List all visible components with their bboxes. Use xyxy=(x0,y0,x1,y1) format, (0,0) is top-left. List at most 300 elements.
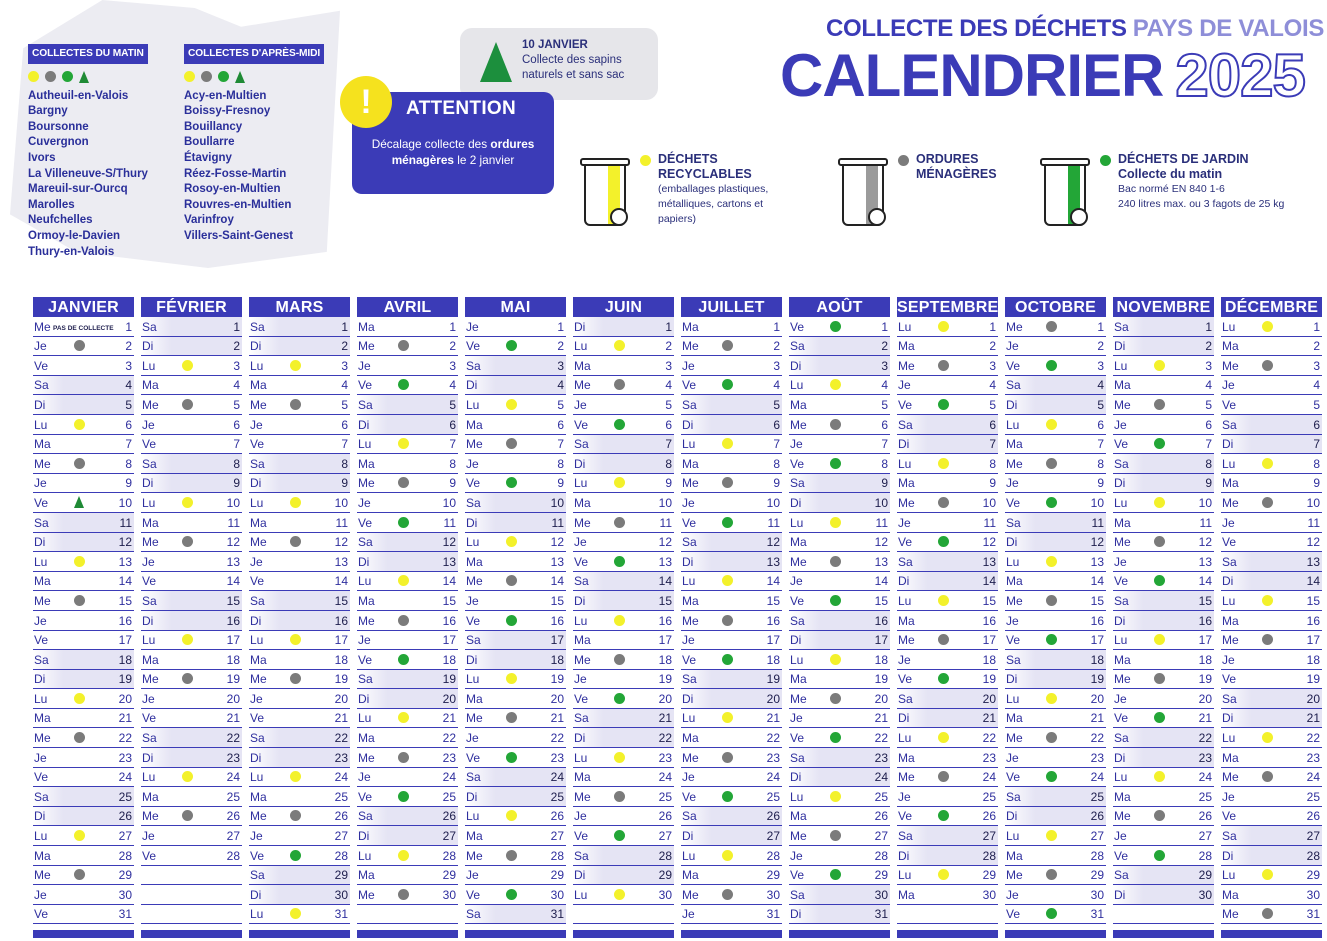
legend-title2: Collecte du matin xyxy=(1118,167,1223,181)
weekday-label: Di xyxy=(466,789,478,804)
calendar-day xyxy=(141,650,242,670)
calendar-day xyxy=(357,826,458,846)
weekday-label: Lu xyxy=(790,515,804,530)
weekday-label: Sa xyxy=(898,554,913,569)
grey-dot-icon xyxy=(614,654,625,665)
calendar-day xyxy=(1221,572,1322,592)
weekday-label: Sa xyxy=(34,515,49,530)
grey-dot-icon xyxy=(1262,360,1273,371)
green-dot-icon xyxy=(830,595,841,606)
day-number: 12 xyxy=(982,535,996,550)
calendar-day xyxy=(789,846,890,866)
day-number: 18 xyxy=(334,652,348,667)
day-number: 6 xyxy=(1205,417,1212,432)
day-number: 24 xyxy=(226,770,240,785)
calendar-day xyxy=(357,356,458,376)
grey-dot-icon xyxy=(506,850,517,861)
weekday-label: Je xyxy=(358,358,371,373)
communes-matin-icons xyxy=(28,68,148,86)
calendar-day xyxy=(573,376,674,396)
month-footer xyxy=(789,930,890,938)
weekday-label: Di xyxy=(1006,397,1018,412)
month-header: SEPTEMBRE xyxy=(897,299,999,316)
yellow-dot-icon xyxy=(722,438,733,449)
weekday-label: Sa xyxy=(1222,829,1237,844)
calendar-day xyxy=(681,572,782,592)
month-header: MARS xyxy=(249,297,350,317)
calendar-day xyxy=(1113,631,1214,651)
day-number: 18 xyxy=(1090,652,1104,667)
day-number: 2 xyxy=(557,339,564,354)
weekday-label: Ve xyxy=(142,574,157,589)
day-number: 5 xyxy=(449,397,456,412)
yellow-dot-icon xyxy=(614,615,625,626)
day-number: 4 xyxy=(989,378,996,393)
day-number: 9 xyxy=(341,476,348,491)
day-number: 26 xyxy=(658,809,672,824)
day-number: 7 xyxy=(773,437,780,452)
calendar-day xyxy=(357,533,458,553)
day-number: 9 xyxy=(881,476,888,491)
weekday-label: Ve xyxy=(1222,672,1237,687)
day-number: 13 xyxy=(118,554,132,569)
day-number: 28 xyxy=(442,848,456,863)
day-number: 31 xyxy=(550,907,564,922)
day-number: 25 xyxy=(226,789,240,804)
weekday-label: Je xyxy=(1006,613,1019,628)
page-title: CALENDRIER 2025 xyxy=(780,42,1305,109)
calendar-day xyxy=(1113,533,1214,553)
calendar-day xyxy=(1113,728,1214,748)
day-number: 4 xyxy=(881,378,888,393)
weekday-label: Ve xyxy=(1114,848,1129,863)
weekday-label: Me xyxy=(1222,633,1239,648)
weekday-label: Me xyxy=(34,868,51,883)
weekday-label: Je xyxy=(466,731,479,746)
green-dot-icon xyxy=(506,889,517,900)
day-number: 23 xyxy=(1198,750,1212,765)
day-number: 16 xyxy=(442,613,456,628)
grey-dot-icon xyxy=(182,810,193,821)
calendar-day xyxy=(357,572,458,592)
day-number: 12 xyxy=(1306,535,1320,550)
day-number: 20 xyxy=(982,691,996,706)
day-number: 11 xyxy=(1199,515,1212,530)
weekday-label: Je xyxy=(682,495,695,510)
yellow-dot-icon xyxy=(938,321,949,332)
calendar-day xyxy=(1113,552,1214,572)
calendar-day xyxy=(1113,689,1214,709)
weekday-label: Ma xyxy=(466,554,483,569)
weekday-label: Me xyxy=(1006,868,1023,883)
weekday-label: Me xyxy=(1114,535,1131,550)
weekday-label: Lu xyxy=(898,731,912,746)
weekday-label: Ve xyxy=(34,633,49,648)
day-number: 8 xyxy=(665,456,672,471)
green-dot-icon xyxy=(1154,438,1165,449)
green-dot-icon xyxy=(1154,575,1165,586)
weekday-label: Sa xyxy=(250,319,265,334)
weekday-label: Ve xyxy=(358,515,373,530)
grey-dot-icon xyxy=(182,399,193,410)
grey-dot-icon xyxy=(74,732,85,743)
calendar-day xyxy=(789,337,890,357)
calendar-day xyxy=(141,728,242,748)
weekday-label: Lu xyxy=(1006,691,1020,706)
commune-item: Neufchelles xyxy=(28,214,93,227)
calendar-day xyxy=(1005,513,1106,533)
calendar-day xyxy=(1005,905,1106,925)
warning-icon: ! xyxy=(340,76,392,128)
calendar-day xyxy=(897,513,998,533)
calendar-day xyxy=(1005,552,1106,572)
weekday-label: Me xyxy=(682,476,699,491)
calendar-day xyxy=(33,435,134,455)
communes-apres-midi xyxy=(184,44,324,245)
weekday-label: Lu xyxy=(250,358,264,373)
weekday-label: Me xyxy=(142,809,159,824)
month-footer xyxy=(1005,930,1106,938)
day-number: 22 xyxy=(874,731,888,746)
day-number: 27 xyxy=(1306,829,1320,844)
calendar-day xyxy=(897,356,998,376)
calendar-day xyxy=(249,650,350,670)
day-number: 17 xyxy=(550,633,564,648)
calendar-day xyxy=(249,728,350,748)
commune-item: Réez-Fosse-Martin xyxy=(184,167,287,180)
day-number: 3 xyxy=(1313,358,1320,373)
day-number: 20 xyxy=(658,691,672,706)
calendar-day xyxy=(1221,395,1322,415)
calendar-day xyxy=(789,513,890,533)
weekday-label: Ma xyxy=(682,319,699,334)
calendar-day xyxy=(33,337,134,357)
day-number: 17 xyxy=(1090,633,1104,648)
weekday-label: Sa xyxy=(250,593,265,608)
calendar-day xyxy=(33,356,134,376)
day-number: 28 xyxy=(982,848,996,863)
calendar-day xyxy=(33,748,134,768)
yellow-dot-icon xyxy=(290,634,301,645)
weekday-label: Ve xyxy=(250,711,265,726)
weekday-label: Je xyxy=(466,868,479,883)
day-number: 10 xyxy=(766,495,780,510)
day-number: 28 xyxy=(766,848,780,863)
day-number: 20 xyxy=(1090,691,1104,706)
weekday-label: Ve xyxy=(1006,770,1021,785)
weekday-label: Ve xyxy=(790,593,805,608)
weekday-label: Di xyxy=(142,339,154,354)
calendar-day xyxy=(789,689,890,709)
calendar-day xyxy=(357,317,458,337)
weekday-label: Ve xyxy=(1006,633,1021,648)
commune-item: Boissy-Fresnoy xyxy=(184,105,271,118)
month-footer xyxy=(465,930,566,938)
day-number: 25 xyxy=(874,789,888,804)
day-number: 11 xyxy=(659,515,672,530)
calendar-day xyxy=(465,415,566,435)
weekday-label: Me xyxy=(1006,319,1023,334)
weekday-label: Je xyxy=(34,613,47,628)
weekday-label: Sa xyxy=(1006,378,1021,393)
grey-dot-icon xyxy=(74,340,85,351)
calendar-day xyxy=(1113,885,1214,905)
weekday-label: Me xyxy=(466,711,483,726)
day-number: 19 xyxy=(874,672,888,687)
month-header: FÉVRIER xyxy=(141,297,242,317)
weekday-label: Sa xyxy=(34,378,49,393)
weekday-label: Sa xyxy=(358,397,373,412)
communes-matin-header: COLLECTES DU MATIN xyxy=(28,44,148,64)
calendar-day xyxy=(1221,866,1322,886)
grey-dot-icon xyxy=(938,771,949,782)
day-number: 3 xyxy=(449,358,456,373)
yellow-dot-icon xyxy=(722,712,733,723)
weekday-label: Me xyxy=(898,633,915,648)
calendar-day xyxy=(33,709,134,729)
green-dot-icon xyxy=(614,693,625,704)
calendar-day xyxy=(33,493,134,513)
day-number: 8 xyxy=(449,456,456,471)
day-number: 2 xyxy=(1313,339,1320,354)
month-header: JANVIER xyxy=(33,297,134,317)
day-number: 4 xyxy=(773,378,780,393)
weekday-label: Me xyxy=(790,829,807,844)
grey-dot-icon xyxy=(614,379,625,390)
calendar-day xyxy=(573,611,674,631)
calendar-day xyxy=(249,631,350,651)
grey-dot-icon xyxy=(506,712,517,723)
day-number: 29 xyxy=(1198,868,1212,883)
calendar-day xyxy=(465,650,566,670)
calendar-day xyxy=(573,787,674,807)
day-number: 4 xyxy=(1205,378,1212,393)
day-number: 29 xyxy=(1090,868,1104,883)
month-column xyxy=(465,297,566,938)
calendar-day xyxy=(1113,317,1214,337)
calendar-day xyxy=(357,493,458,513)
calendar-day xyxy=(897,709,998,729)
calendar-day xyxy=(681,826,782,846)
day-number: 27 xyxy=(334,829,348,844)
calendar-day xyxy=(465,807,566,827)
calendar-day xyxy=(141,356,242,376)
weekday-label: Di xyxy=(682,691,694,706)
calendar-day xyxy=(1113,709,1214,729)
calendar-day xyxy=(1005,631,1106,651)
calendar-day xyxy=(897,337,998,357)
calendar-day xyxy=(789,591,890,611)
weekday-label: Ma xyxy=(1006,848,1023,863)
calendar-day xyxy=(33,728,134,748)
calendar-day xyxy=(681,454,782,474)
day-number: 16 xyxy=(550,613,564,628)
calendar-day xyxy=(1113,846,1214,866)
calendar-day xyxy=(681,905,782,925)
weekday-label: Lu xyxy=(466,535,480,550)
communes-matin-list xyxy=(28,89,148,261)
day-number: 12 xyxy=(766,535,780,550)
day-number: 23 xyxy=(442,750,456,765)
grey-dot-icon xyxy=(74,458,85,469)
calendar-day xyxy=(249,670,350,690)
calendar-day xyxy=(33,454,134,474)
calendar-day xyxy=(465,631,566,651)
calendar-day xyxy=(249,415,350,435)
weekday-label: Di xyxy=(466,515,478,530)
day-number: 26 xyxy=(550,809,564,824)
yellow-dot-icon xyxy=(1154,497,1165,508)
weekday-label: Di xyxy=(790,633,802,648)
weekday-label: Lu xyxy=(34,554,48,569)
calendar-day xyxy=(357,866,458,886)
calendar-day xyxy=(141,454,242,474)
day-number: 11 xyxy=(227,515,240,530)
calendar-day xyxy=(33,533,134,553)
weekday-label: Ve xyxy=(1114,711,1129,726)
day-number: 30 xyxy=(766,887,780,902)
day-number: 7 xyxy=(125,437,132,452)
day-number: 3 xyxy=(773,358,780,373)
commune-item: Ivors xyxy=(28,151,56,164)
yellow-dot-icon xyxy=(28,71,39,82)
weekday-label: Ve xyxy=(142,437,157,452)
weekday-label: Ma xyxy=(574,358,591,373)
attention-title: ATTENTION xyxy=(406,98,517,119)
calendar-day xyxy=(465,826,566,846)
day-number: 2 xyxy=(449,339,456,354)
calendar-day xyxy=(789,376,890,396)
yellow-dot-icon xyxy=(938,732,949,743)
weekday-label: Di xyxy=(250,613,262,628)
day-number: 24 xyxy=(550,770,564,785)
calendar-day xyxy=(1113,513,1214,533)
weekday-label: Lu xyxy=(574,750,588,765)
grey-dot-icon xyxy=(1262,497,1273,508)
bin-ordures-icon xyxy=(838,152,890,228)
weekday-label: Lu xyxy=(574,339,588,354)
calendar-day xyxy=(249,846,350,866)
yellow-dot-icon xyxy=(938,869,949,880)
day-number: 21 xyxy=(1090,711,1104,726)
calendar-day xyxy=(141,376,242,396)
day-number: 6 xyxy=(881,417,888,432)
weekday-label: Di xyxy=(790,495,802,510)
day-number: 25 xyxy=(1198,789,1212,804)
calendar-day xyxy=(789,885,890,905)
day-number: 5 xyxy=(1097,397,1104,412)
month-column xyxy=(681,297,782,938)
day-number: 7 xyxy=(1313,437,1320,452)
calendar-day xyxy=(789,709,890,729)
day-number: 10 xyxy=(442,495,456,510)
weekday-label: Sa xyxy=(250,868,265,883)
weekday-label: Ve xyxy=(682,515,697,530)
weekday-label: Me xyxy=(574,652,591,667)
day-note: PAS DE COLLECTE xyxy=(53,324,114,332)
day-number: 14 xyxy=(658,574,672,589)
weekday-label: Ma xyxy=(790,397,807,412)
weekday-label: Lu xyxy=(466,809,480,824)
yellow-dot-icon xyxy=(398,712,409,723)
grey-dot-icon xyxy=(830,693,841,704)
weekday-label: Di xyxy=(790,358,802,373)
yellow-dot-icon xyxy=(184,71,195,82)
day-number: 9 xyxy=(665,476,672,491)
day-number: 1 xyxy=(449,319,456,334)
day-number: 11 xyxy=(983,515,996,530)
calendar-day xyxy=(141,787,242,807)
day-number: 12 xyxy=(442,535,456,550)
grey-dot-icon xyxy=(1154,536,1165,547)
weekday-label: Lu xyxy=(142,358,156,373)
calendar-day xyxy=(33,513,134,533)
green-dot-icon xyxy=(398,517,409,528)
day-number: 20 xyxy=(442,691,456,706)
weekday-label: Ma xyxy=(1222,750,1239,765)
weekday-label: Je xyxy=(142,691,155,706)
weekday-label: Je xyxy=(358,770,371,785)
calendar-day xyxy=(141,670,242,690)
calendar-day xyxy=(465,885,566,905)
calendar-day xyxy=(573,670,674,690)
weekday-label: Ve xyxy=(682,789,697,804)
calendar-day xyxy=(573,435,674,455)
weekday-label: Me xyxy=(682,613,699,628)
weekday-label: Je xyxy=(1006,887,1019,902)
weekday-label: Sa xyxy=(250,731,265,746)
calendar-day xyxy=(681,415,782,435)
weekday-label: Ve xyxy=(34,907,49,922)
calendar-day xyxy=(1113,435,1214,455)
day-number: 18 xyxy=(766,652,780,667)
day-number: 24 xyxy=(1306,770,1320,785)
calendar-day xyxy=(681,513,782,533)
calendar-day xyxy=(1113,415,1214,435)
weekday-label: Lu xyxy=(682,574,696,589)
calendar-day xyxy=(897,533,998,553)
commune-item: Mareuil-sur-Ourcq xyxy=(28,183,128,196)
yellow-dot-icon xyxy=(182,497,193,508)
weekday-label: Je xyxy=(34,750,47,765)
calendar-day xyxy=(249,317,350,337)
yellow-dot-icon xyxy=(614,477,625,488)
day-number: 12 xyxy=(118,535,132,550)
empty-day xyxy=(357,905,458,925)
bin-recyclables-icon xyxy=(580,152,632,228)
weekday-label: Ve xyxy=(34,358,49,373)
day-number: 24 xyxy=(658,770,672,785)
weekday-label: Ma xyxy=(682,731,699,746)
calendar-day xyxy=(1005,611,1106,631)
grey-dot-icon xyxy=(722,340,733,351)
calendar-day xyxy=(465,709,566,729)
weekday-label: Ma xyxy=(1222,339,1239,354)
weekday-label: Ve xyxy=(1114,437,1129,452)
calendar-day xyxy=(357,337,458,357)
weekday-label: Ma xyxy=(1222,476,1239,491)
weekday-label: Di xyxy=(574,868,586,883)
calendar-day xyxy=(33,689,134,709)
calendar-day xyxy=(249,395,350,415)
calendar-day xyxy=(1221,356,1322,376)
day-number: 6 xyxy=(1313,417,1320,432)
weekday-label: Sa xyxy=(1006,652,1021,667)
weekday-label: Lu xyxy=(898,593,912,608)
calendar-day xyxy=(681,885,782,905)
day-number: 24 xyxy=(118,770,132,785)
weekday-label: Ve xyxy=(574,417,589,432)
